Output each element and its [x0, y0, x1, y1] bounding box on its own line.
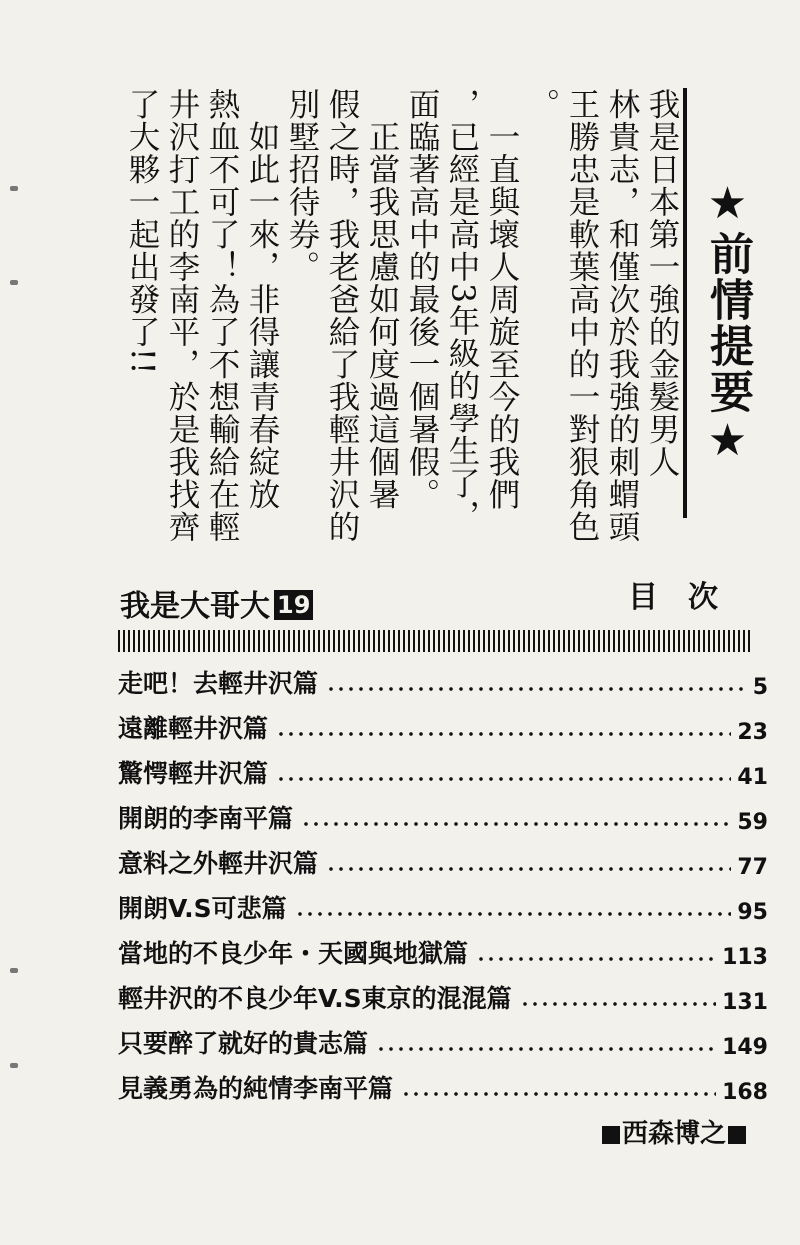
leader-dots	[276, 732, 731, 736]
scan-speck	[10, 968, 18, 973]
table-of-contents	[118, 655, 768, 1105]
toc-entry-title: 遠離輕井沢篇	[118, 714, 269, 743]
toc-entry[interactable]	[118, 745, 768, 790]
book-title-text: 我是大哥大	[120, 589, 270, 624]
toc-entry-page: 168	[722, 1080, 768, 1105]
scan-speck	[10, 280, 18, 285]
toc-entry[interactable]	[118, 790, 768, 835]
toc-entry[interactable]	[118, 1060, 768, 1105]
leader-dots	[326, 687, 747, 691]
intro-divider	[683, 88, 687, 518]
toc-entry-page: 95	[737, 900, 768, 925]
intro-line: 了大夥一起出發了!!	[124, 88, 160, 376]
toc-entry-page: 149	[722, 1035, 768, 1060]
leader-dots	[326, 867, 731, 871]
intro-line: 王勝忠是軟葉高中的一對狠角色	[564, 88, 600, 543]
toc-entry-title: 開朗V.S可悲篇	[118, 894, 287, 923]
leader-dots	[476, 957, 716, 961]
toc-entry[interactable]	[118, 1015, 768, 1060]
toc-entry-page: 23	[737, 720, 768, 745]
intro-line: 。	[524, 88, 560, 121]
toc-entry-title: 見義勇為的純情李南平篇	[118, 1074, 394, 1103]
intro-text	[124, 88, 682, 543]
intro-line: 面臨著高中的最後一個暑假。	[404, 88, 440, 511]
author-name: 西森博之	[622, 1119, 727, 1149]
intro-heading: ★前情提要★	[702, 178, 753, 468]
toc-entry-page: 59	[737, 810, 768, 835]
leader-dots	[376, 1047, 716, 1051]
intro-line: 假之時，我老爸給了我輕井沢的	[324, 88, 360, 543]
intro-line: ，已經是高中3年級的學生了，	[444, 88, 480, 532]
toc-entry[interactable]	[118, 835, 768, 880]
leader-dots	[520, 1002, 716, 1006]
toc-entry-title: 意料之外輕井沢篇	[118, 849, 319, 878]
toc-entry-title: 驚愕輕井沢篇	[118, 759, 269, 788]
toc-heading: 目次	[628, 580, 748, 615]
leader-dots	[295, 912, 732, 916]
book-title	[120, 585, 313, 629]
leader-dots	[301, 822, 731, 826]
toc-entry[interactable]	[118, 925, 768, 970]
toc-entry-page: 5	[752, 675, 768, 700]
toc-entry-title: 開朗的李南平篇	[118, 804, 294, 833]
intro-line: 一直與壞人周旋至今的我們	[484, 88, 520, 511]
toc-entry-page: 77	[737, 855, 768, 880]
toc-entry-page: 113	[722, 945, 768, 970]
intro-line: 正當我思慮如何度過這個暑	[364, 88, 400, 511]
scan-speck	[10, 186, 18, 191]
toc-entry-title: 輕井沢的不良少年V.S東京的混混篇	[118, 984, 512, 1013]
volume-badge: 19	[274, 590, 313, 620]
intro-line: 別墅招待券。	[284, 88, 320, 283]
toc-entry[interactable]	[118, 655, 768, 700]
toc-entry[interactable]	[118, 700, 768, 745]
author-credit	[600, 1114, 748, 1154]
toc-entry-title: 走吧！去輕井沢篇	[118, 669, 319, 698]
intro-line: 井沢打工的李南平，於是我找齊	[164, 88, 200, 543]
black-square-icon	[728, 1126, 746, 1144]
leader-dots	[401, 1092, 716, 1096]
intro-line: 林貴志，和僅次於我強的刺蝟頭	[604, 88, 640, 543]
toc-entry[interactable]	[118, 970, 768, 1015]
black-square-icon	[602, 1126, 620, 1144]
toc-entry-page: 131	[722, 990, 768, 1015]
toc-entry[interactable]	[118, 880, 768, 925]
intro-line: 我是日本第一強的金髮男人	[644, 88, 680, 478]
intro-line: 如此一來，非得讓青春綻放	[244, 88, 280, 511]
scan-speck	[10, 1063, 18, 1068]
leader-dots	[276, 777, 731, 781]
intro-line: 熱血不可了！為了不想輸給在輕	[204, 88, 240, 543]
decorative-barcode-rule	[118, 630, 750, 652]
toc-entry-title: 只要醉了就好的貴志篇	[118, 1029, 369, 1058]
toc-entry-page: 41	[737, 765, 768, 790]
toc-entry-title: 當地的不良少年・天國與地獄篇	[118, 939, 469, 968]
